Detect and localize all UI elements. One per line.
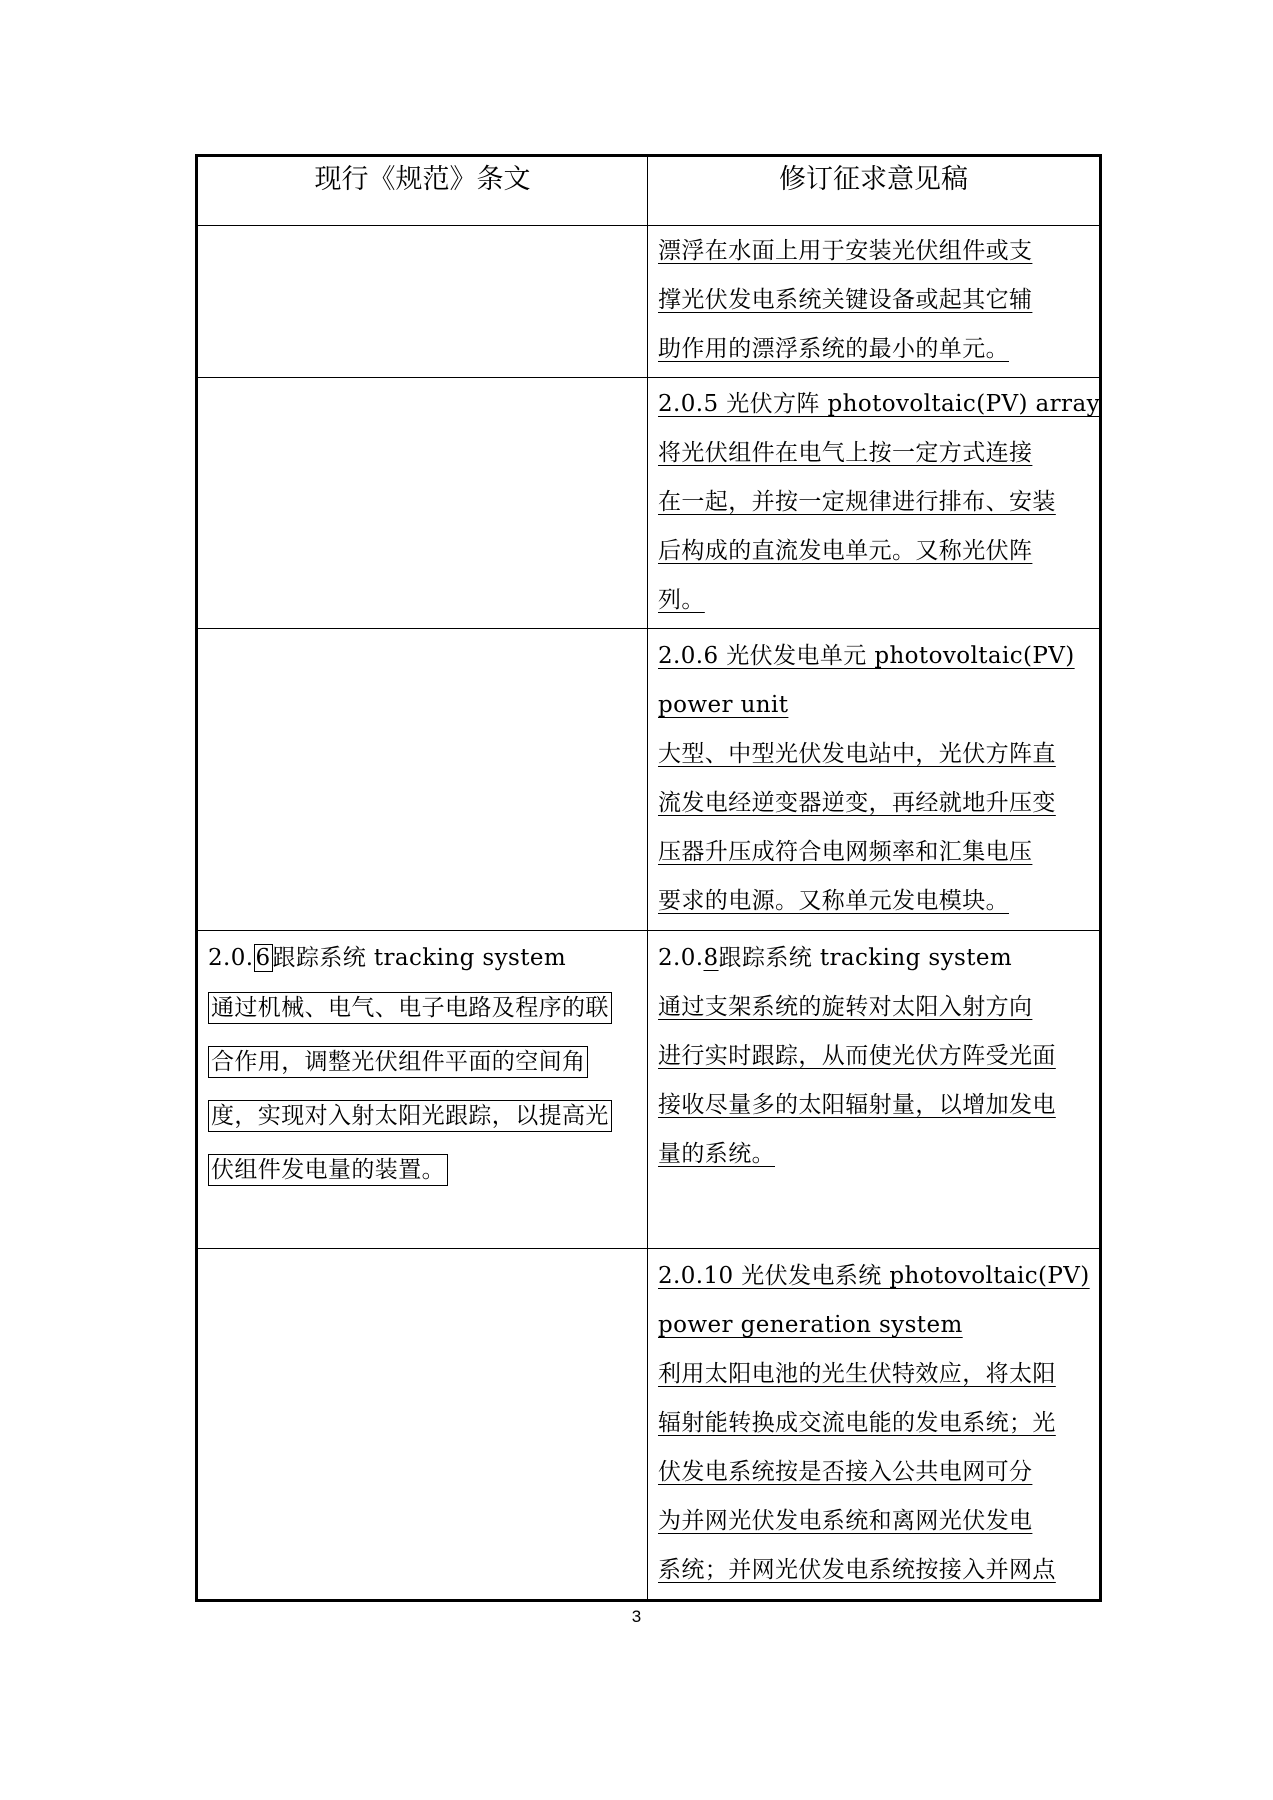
text-line: 压器升压成符合电网频率和汇集电压 xyxy=(658,839,1033,865)
left-cell-empty xyxy=(197,629,648,931)
left-cell-empty xyxy=(197,226,648,378)
left-cell-empty xyxy=(197,1249,648,1601)
table-row xyxy=(197,629,1101,931)
text-line: 列。 xyxy=(658,587,705,613)
right-cell xyxy=(648,931,1101,1249)
table-header-row xyxy=(197,156,1101,226)
text-line: 接收尽量多的太阳辐射量，以增加发电 xyxy=(658,1092,1056,1118)
clause-prefix: 2.0. xyxy=(208,945,254,971)
table-row xyxy=(197,1249,1101,1601)
boxed-line: 通过机械、电气、电子电路及程序的联 xyxy=(208,992,612,1024)
text-line: 量的系统。 xyxy=(658,1141,775,1167)
clause-number-new: 8 xyxy=(703,945,719,971)
clause-title: 跟踪系统 tracking system xyxy=(718,945,1013,971)
term-title: 2.0.5 光伏方阵 photovoltaic(PV) array xyxy=(658,391,1100,417)
text-line: 系统；并网光伏发电系统按接入并网点 xyxy=(658,1557,1056,1583)
text-line: 大型、中型光伏发电站中，光伏方阵直 xyxy=(658,741,1056,767)
right-cell xyxy=(648,629,1101,931)
text-line: 为并网光伏发电系统和离网光伏发电 xyxy=(658,1508,1033,1534)
term-title xyxy=(658,934,1089,983)
left-cell xyxy=(197,931,648,1249)
term-title: 2.0.10 光伏发电系统 photovoltaic(PV) xyxy=(658,1263,1090,1289)
table-row xyxy=(197,931,1101,1249)
boxed-line: 合作用，调整光伏组件平面的空间角 xyxy=(208,1046,588,1078)
term-title xyxy=(208,934,637,983)
boxed-line: 度，实现对入射太阳光跟踪，以提高光 xyxy=(208,1100,612,1132)
text-line: 进行实时跟踪，从而使光伏方阵受光面 xyxy=(658,1043,1056,1069)
right-cell xyxy=(648,378,1101,629)
text-line: 利用太阳电池的光生伏特效应，将太阳 xyxy=(658,1361,1056,1387)
clause-number-deleted: 6 xyxy=(255,945,271,971)
text-line: 撑光伏发电系统关键设备或起其它辅 xyxy=(658,287,1033,313)
text-line: 漂浮在水面上用于安装光伏组件或支 xyxy=(658,238,1033,264)
text-line: 在一起，并按一定规律进行排布、安装 xyxy=(658,489,1056,515)
comparison-table xyxy=(195,154,1102,1602)
term-title-en: power unit xyxy=(658,692,789,718)
header-revision-draft: 修订征求意见稿 xyxy=(648,156,1101,226)
term-title: 2.0.6 光伏发电单元 photovoltaic(PV) xyxy=(658,643,1075,669)
text-line: 助作用的漂浮系统的最小的单元。 xyxy=(658,336,1009,362)
text-line: 要求的电源。又称单元发电模块。 xyxy=(658,888,1009,914)
clause-title: 跟踪系统 tracking system xyxy=(272,945,567,971)
text-line: 将光伏组件在电气上按一定方式连接 xyxy=(658,440,1033,466)
text-line: 辐射能转换成交流电能的发电系统；光 xyxy=(658,1410,1056,1436)
text-line: 流发电经逆变器逆变，再经就地升压变 xyxy=(658,790,1056,816)
right-cell xyxy=(648,1249,1101,1601)
boxed-line: 伏组件发电量的装置。 xyxy=(208,1154,448,1186)
text-line: 伏发电系统按是否接入公共电网可分 xyxy=(658,1459,1033,1485)
right-cell xyxy=(648,226,1101,378)
left-cell-empty xyxy=(197,378,648,629)
table-row xyxy=(197,226,1101,378)
text-line: 后构成的直流发电单元。又称光伏阵 xyxy=(658,538,1033,564)
table-row xyxy=(197,378,1101,629)
text-line: 通过支架系统的旋转对太阳入射方向 xyxy=(658,994,1033,1020)
term-title-en: power generation system xyxy=(658,1312,963,1338)
deleted-text-block xyxy=(208,980,637,1196)
header-current-code: 现行《规范》条文 xyxy=(197,156,648,226)
page-number: 3 xyxy=(631,1607,642,1626)
clause-prefix: 2.0. xyxy=(658,945,704,971)
